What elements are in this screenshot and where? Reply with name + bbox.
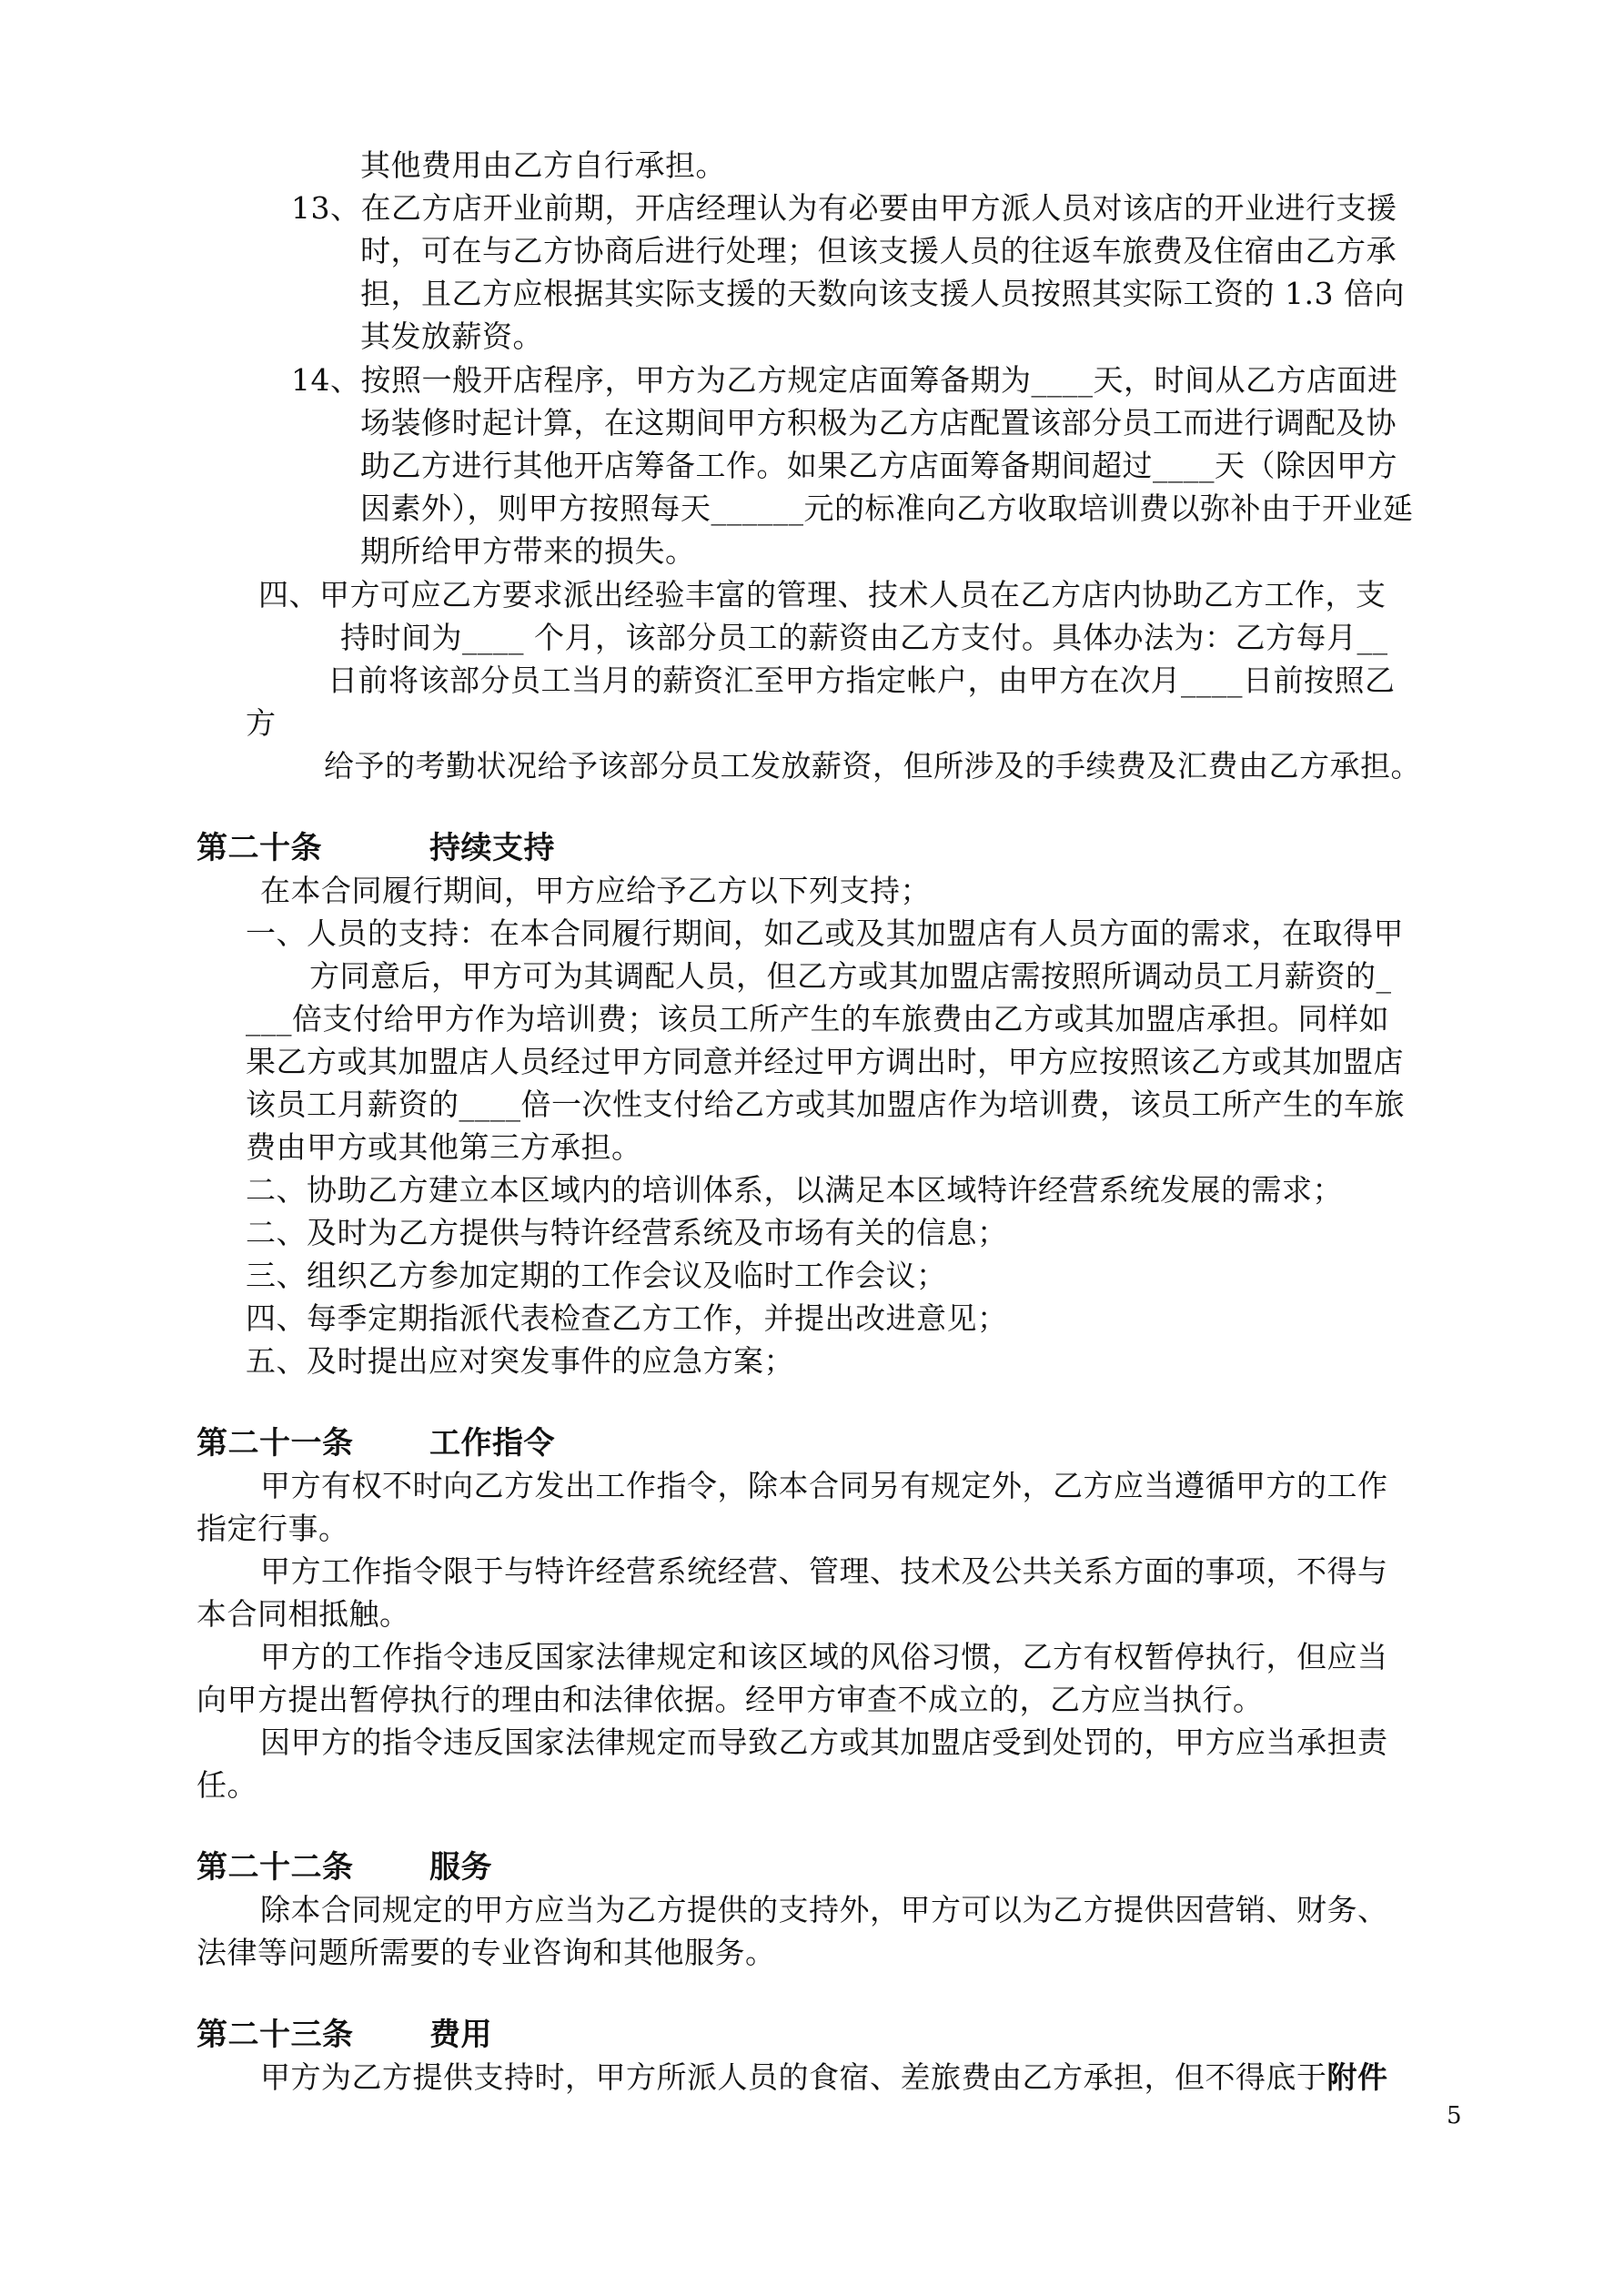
article-name: 服务 [429, 1849, 492, 1886]
text-line: 日前将该部分员工当月的薪资汇至甲方指定帐户，由甲方在次月____日前按照乙 [328, 663, 1396, 698]
page-number: 5 [1447, 2102, 1462, 2129]
text-line: 一、人员的支持：在本合同履行期间，如乙或及其加盟店有人员方面的需求，在取得甲 [246, 915, 1404, 951]
text-line: 果乙方或其加盟店人员经过甲方同意并经过甲方调出时，甲方应按照该乙方或其加盟店 [246, 1044, 1404, 1079]
text-span: 甲方为乙方提供支持时，甲方所派人员的食宿、差旅费由乙方承担，但不得底于 [260, 2059, 1327, 2095]
article-name: 持续支持 [429, 830, 555, 866]
article-20-heading [197, 828, 555, 868]
text-line [260, 2058, 1388, 2098]
text-line: 二、及时为乙方提供与特许经营系统及市场有关的信息； [246, 1215, 1008, 1250]
text-line: 三、组织乙方参加定期的工作会议及临时工作会议； [246, 1258, 947, 1293]
text-line: 时，可在与乙方协商后进行处理；但该支援人员的往返车旅费及住宿由乙方承 [360, 233, 1397, 268]
article-number: 第二十条 [197, 830, 322, 866]
text-line: 本合同相抵触。 [197, 1596, 410, 1632]
text-line: 其他费用由乙方自行承担。 [360, 147, 726, 183]
text-line: 五、及时提出应对突发事件的应急方案； [246, 1343, 794, 1379]
article-22-heading [197, 1847, 492, 1887]
text-line: 给予的考勤状况给予该部分员工发放薪资，但所涉及的手续费及汇费由乙方承担。 [324, 748, 1421, 784]
text-line: 期所给甲方带来的损失。 [360, 533, 696, 569]
text-line: 场装修时起计算，在这期间甲方积极为乙方店配置该部分员工而进行调配及协 [360, 405, 1397, 440]
article-21-heading [197, 1423, 555, 1463]
text-line: 法律等问题所需要的专业咨询和其他服务。 [197, 1935, 776, 1970]
text-line: 其发放薪资。 [360, 319, 543, 354]
text-line: 二、协助乙方建立本区域内的培训体系，以满足本区域特许经营系统发展的需求； [246, 1172, 1343, 1208]
text-line: 四、每季定期指派代表检查乙方工作，并提出改进意见； [246, 1300, 1008, 1336]
text-line: 指定行事。 [197, 1511, 349, 1546]
text-line: 方 [246, 705, 277, 741]
text-line: 甲方有权不时向乙方发出工作指令，除本合同另有规定外，乙方应当遵循甲方的工作 [260, 1468, 1388, 1503]
text-line: 四、甲方可应乙方要求派出经验丰富的管理、技术人员在乙方店内协助乙方工作，支 [258, 577, 1387, 612]
text-line: 费由甲方或其他第三方承担。 [246, 1129, 642, 1165]
text-line: 因甲方的指令违反国家法律规定而导致乙方或其加盟店受到处罚的，甲方应当承担责 [260, 1725, 1388, 1760]
text-line: 担，且乙方应根据其实际支援的天数向该支援人员按照其实际工资的 1.3 倍向 [360, 276, 1405, 311]
article-name: 费用 [429, 2017, 492, 2053]
article-number: 第二十三条 [197, 2017, 354, 2053]
article-23-heading [197, 2015, 492, 2055]
text-line: 方同意后，甲方可为其调配人员，但乙方或其加盟店需按照所调动员工月薪资的_ [309, 958, 1392, 994]
text-line: 14、按照一般开店程序，甲方为乙方规定店面筹备期为____天，时间从乙方店面进 [291, 362, 1398, 398]
article-name: 工作指令 [429, 1425, 555, 1462]
article-number: 第二十一条 [197, 1425, 354, 1462]
text-line: ___倍支付给甲方作为培训费；该员工所产生的车旅费由乙方或其加盟店承担。同样如 [246, 1001, 1389, 1037]
text-line: 甲方工作指令限于与特许经营系统经营、管理、技术及公共关系方面的事项，不得与 [260, 1553, 1388, 1589]
text-line: 持时间为____ 个月，该部分员工的薪资由乙方支付。具体办法为：乙方每月__ [340, 620, 1388, 655]
text-line: 因素外），则甲方按照每天______元的标准向乙方收取培训费以弥补由于开业延 [360, 491, 1414, 526]
text-line: 该员工月薪资的____倍一次性支付给乙方或其加盟店作为培训费，该员工所产生的车旅 [246, 1087, 1405, 1122]
article-number: 第二十二条 [197, 1849, 354, 1886]
text-line: 13、在乙方店开业前期，开店经理认为有必要由甲方派人员对该店的开业进行支援 [291, 190, 1397, 226]
text-line: 助乙方进行其他开店筹备工作。如果乙方店面筹备期间超过____天（除因甲方 [360, 448, 1397, 483]
attachment-ref: 附件 [1326, 2059, 1388, 2095]
text-line: 向甲方提出暂停执行的理由和法律依据。经甲方审查不成立的，乙方应当执行。 [197, 1682, 1264, 1717]
text-line: 在本合同履行期间，甲方应给予乙方以下列支持； [260, 873, 931, 908]
text-line: 任。 [197, 1767, 257, 1803]
text-line: 除本合同规定的甲方应当为乙方提供的支持外，甲方可以为乙方提供因营销、财务、 [260, 1892, 1388, 1927]
text-line: 甲方的工作指令违反国家法律规定和该区域的风俗习惯，乙方有权暂停执行，但应当 [260, 1639, 1388, 1674]
